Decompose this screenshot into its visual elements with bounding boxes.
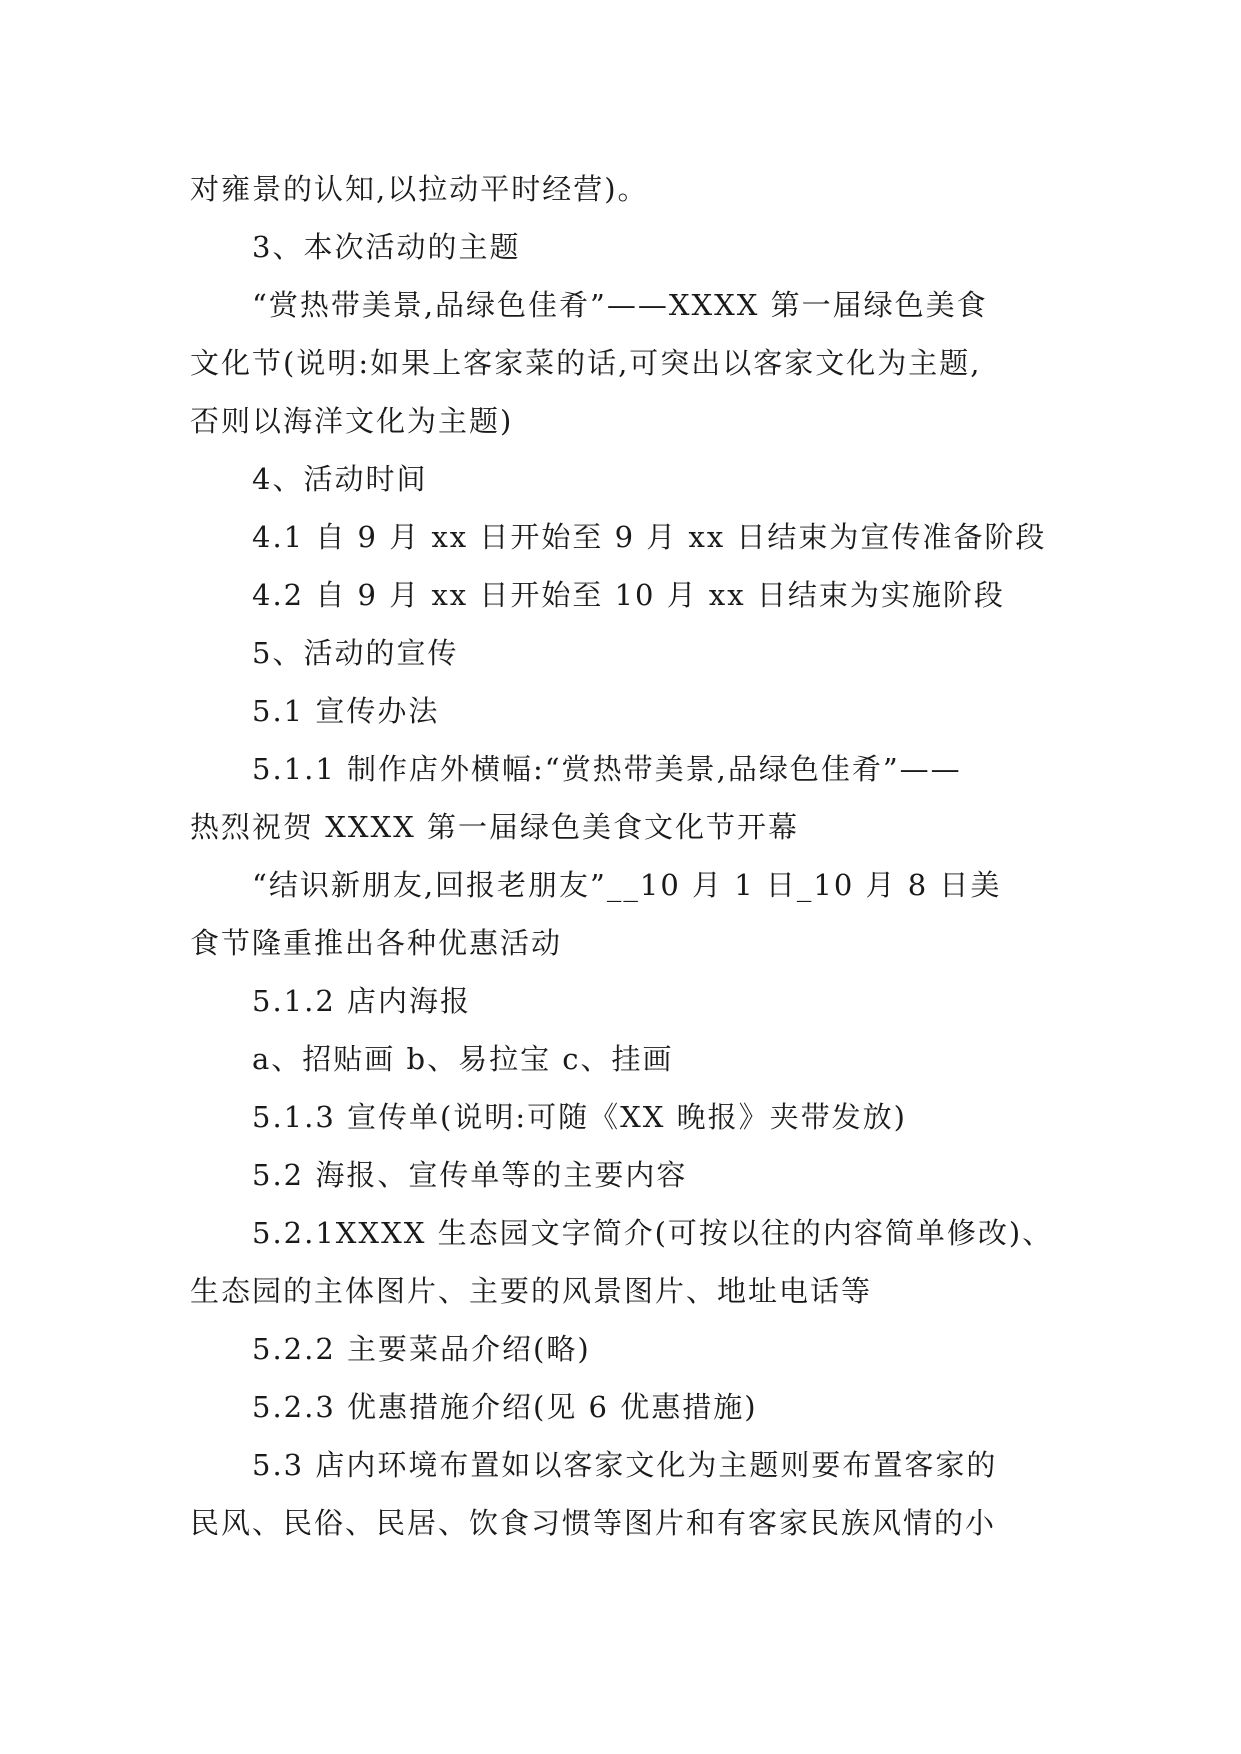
text-line: 5.1 宣传办法	[252, 694, 440, 728]
text-line: 4、活动时间	[252, 462, 428, 496]
text-line: 生态园的主体图片、主要的风景图片、地址电话等	[190, 1274, 873, 1308]
text-line: 5.1.2 店内海报	[252, 984, 472, 1018]
text-line: 5.1.3 宣传单(说明:可随《XX 晚报》夹带发放)	[252, 1100, 907, 1134]
text-line: 民风、民俗、民居、饮食习惯等图片和有客家民族风情的小	[190, 1506, 997, 1540]
text-line: 热烈祝贺 XXXX 第一届绿色美食文化节开幕	[190, 810, 800, 844]
text-line: 5.2.1XXXX 生态园文字简介(可按以往的内容简单修改)、	[252, 1216, 1054, 1250]
text-line: 4.1 自 9 月 xx 日开始至 9 月 xx 日结束为宣传准备阶段	[252, 520, 1047, 554]
text-line: 否则以海洋文化为主题)	[190, 404, 514, 438]
text-line: 4.2 自 9 月 xx 日开始至 10 月 xx 日结束为实施阶段	[252, 578, 1005, 612]
text-line: “赏热带美景,品绿色佳肴”——XXXX 第一届绿色美食	[252, 288, 988, 322]
text-line: 5.1.1 制作店外横幅:“赏热带美景,品绿色佳肴”——	[252, 752, 962, 786]
text-line: 文化节(说明:如果上客家菜的话,可突出以客家文化为主题,	[190, 346, 982, 380]
text-line: 5.2 海报、宣传单等的主要内容	[252, 1158, 688, 1192]
text-line: a、招贴画 b、易拉宝 c、挂画	[252, 1042, 674, 1076]
text-line: “结识新朋友,回报老朋友”__10 月 1 日_10 月 8 日美	[252, 868, 1002, 902]
text-line: 5、活动的宣传	[252, 636, 459, 670]
text-line: 5.3 店内环境布置如以客家文化为主题则要布置客家的	[252, 1448, 998, 1482]
text-line: 5.2.2 主要菜品介绍(略)	[252, 1332, 591, 1366]
text-line: 食节隆重推出各种优惠活动	[190, 926, 563, 960]
text-line: 对雍景的认知,以拉动平时经营)。	[190, 172, 649, 206]
text-line: 3、本次活动的主题	[252, 230, 521, 264]
document-body	[190, 160, 1054, 1552]
text-line: 5.2.3 优惠措施介绍(见 6 优惠措施)	[252, 1390, 758, 1424]
